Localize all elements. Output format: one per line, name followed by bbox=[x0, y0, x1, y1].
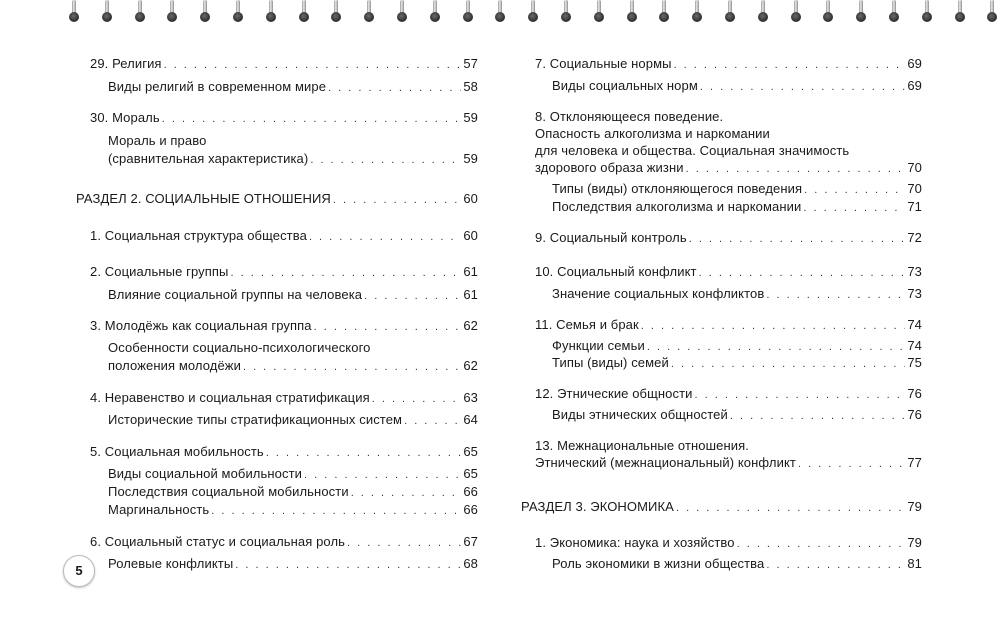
leader-dots bbox=[686, 161, 906, 178]
toc-entry-page: 79 bbox=[907, 499, 922, 514]
binding-ring bbox=[526, 0, 540, 26]
toc-section-heading[interactable] bbox=[76, 190, 478, 209]
toc-entry-page: 62 bbox=[463, 318, 478, 333]
leader-dots bbox=[266, 445, 462, 462]
toc-entry[interactable] bbox=[535, 454, 922, 473]
leader-dots bbox=[804, 182, 905, 199]
toc-entry-page: 61 bbox=[463, 287, 478, 302]
binding-ring bbox=[690, 0, 704, 26]
toc-entry-page: 71 bbox=[907, 199, 922, 214]
binding-ring bbox=[165, 0, 179, 26]
toc-entry-title: Ролевые конфликты bbox=[108, 556, 234, 571]
toc-entry-title: положения молодёжи bbox=[108, 358, 241, 373]
binding-ring bbox=[887, 0, 901, 26]
leader-dots bbox=[730, 408, 905, 425]
toc-entry-title: 3. Молодёжь как социальная группа bbox=[90, 318, 312, 333]
toc-entry-title: 10. Социальный конфликт bbox=[535, 264, 697, 279]
binding-ring bbox=[198, 0, 212, 26]
leader-dots bbox=[671, 356, 905, 373]
toc-entry-title: Функции семьи bbox=[552, 338, 645, 353]
toc-entry-title: 6. Социальный статус и социальная роль bbox=[90, 534, 346, 549]
toc-entry-title: Маргинальность bbox=[108, 502, 210, 517]
toc-entry-title: 4. Неравенство и социальная стратификация bbox=[90, 390, 370, 405]
leader-dots bbox=[310, 152, 461, 169]
toc-entry[interactable] bbox=[108, 465, 478, 484]
toc-entry-page: 61 bbox=[463, 264, 478, 279]
binding-ring bbox=[67, 0, 81, 26]
binding-ring bbox=[920, 0, 934, 26]
toc-entry[interactable] bbox=[108, 286, 478, 305]
binding-ring bbox=[821, 0, 835, 26]
toc-entry-title: здорового образа жизни bbox=[535, 160, 684, 175]
toc-entry-page: 69 bbox=[907, 56, 922, 71]
toc-entry-title: 2. Социальные группы bbox=[90, 264, 229, 279]
binding-ring bbox=[625, 0, 639, 26]
toc-entry-page: 59 bbox=[463, 151, 478, 166]
toc-entry-page: 57 bbox=[463, 56, 478, 71]
leader-dots bbox=[803, 200, 905, 217]
toc-entry[interactable] bbox=[535, 316, 922, 335]
toc-entry-page: 70 bbox=[907, 181, 922, 196]
binding-ring bbox=[329, 0, 343, 26]
toc-entry-page: 58 bbox=[463, 79, 478, 94]
binding-ring bbox=[756, 0, 770, 26]
toc-entry-title: РАЗДЕЛ 2. СОЦИАЛЬНЫЕ ОТНОШЕНИЯ bbox=[76, 191, 331, 206]
toc-entry[interactable] bbox=[90, 443, 478, 462]
leader-dots bbox=[676, 500, 905, 517]
leader-dots bbox=[766, 557, 905, 574]
binding-ring bbox=[854, 0, 868, 26]
binding-ring bbox=[133, 0, 147, 26]
toc-entry[interactable] bbox=[90, 109, 478, 128]
leader-dots bbox=[798, 456, 905, 473]
toc-entry[interactable] bbox=[108, 411, 478, 430]
leader-dots bbox=[372, 391, 462, 408]
binding-ring bbox=[100, 0, 114, 26]
toc-entry[interactable] bbox=[552, 77, 922, 96]
toc-entry[interactable] bbox=[90, 533, 478, 552]
toc-entry-title: 9. Социальный контроль bbox=[535, 230, 687, 245]
leader-dots bbox=[211, 503, 461, 520]
toc-entry-title: Этнический (межнациональный) конфликт bbox=[535, 455, 796, 470]
toc-entry-page: 69 bbox=[907, 78, 922, 93]
toc-entry[interactable] bbox=[90, 389, 478, 408]
toc-entry-page: 60 bbox=[463, 228, 478, 243]
binding-ring bbox=[362, 0, 376, 26]
binding-ring bbox=[985, 0, 999, 26]
binding-ring bbox=[559, 0, 573, 26]
toc-entry[interactable] bbox=[552, 354, 922, 373]
binding-ring bbox=[493, 0, 507, 26]
toc-entry-title: Виды этнических общностей bbox=[552, 407, 728, 422]
leader-dots bbox=[314, 319, 462, 336]
toc-entry-title: 1. Социальная структура общества bbox=[90, 228, 307, 243]
binding-ring bbox=[395, 0, 409, 26]
toc-entry-title: Типы (виды) отклоняющегося поведения bbox=[552, 181, 803, 196]
toc-entry-page: 63 bbox=[463, 390, 478, 405]
toc-entry-title: 29. Религия bbox=[90, 56, 162, 71]
toc-entry-page: 68 bbox=[463, 556, 478, 571]
binding-ring bbox=[231, 0, 245, 26]
toc-entry-title: 12. Этнические общности bbox=[535, 386, 693, 401]
leader-dots bbox=[364, 288, 461, 305]
spiral-binding bbox=[0, 0, 1000, 30]
leader-dots bbox=[737, 536, 906, 553]
toc-entry-page: 72 bbox=[907, 230, 922, 245]
toc-entry-title: РАЗДЕЛ 3. ЭКОНОМИКА bbox=[521, 499, 674, 514]
toc-entry-page: 65 bbox=[463, 444, 478, 459]
toc-entry-page: 73 bbox=[907, 286, 922, 301]
toc-section-heading[interactable] bbox=[521, 498, 922, 517]
binding-ring bbox=[723, 0, 737, 26]
toc-entry-page: 64 bbox=[463, 412, 478, 427]
toc-entry-title: 5. Социальная мобильность bbox=[90, 444, 264, 459]
leader-dots bbox=[309, 229, 461, 246]
toc-entry-title: 8. Отклоняющееся поведение. bbox=[535, 109, 724, 124]
toc-entry-title: Виды религий в современном мире bbox=[108, 79, 327, 94]
toc-entry[interactable] bbox=[552, 406, 922, 425]
leader-dots bbox=[235, 557, 461, 574]
toc-entry-title: Влияние социальной группы на человека bbox=[108, 287, 363, 302]
toc-entry[interactable] bbox=[108, 357, 478, 376]
binding-ring bbox=[428, 0, 442, 26]
toc-entry-title: Особенности социально-психологического bbox=[108, 340, 371, 355]
leader-dots bbox=[695, 387, 906, 404]
toc-entry[interactable] bbox=[535, 229, 922, 248]
toc-entry-title: Значение социальных конфликтов bbox=[552, 286, 765, 301]
toc-entry[interactable] bbox=[535, 385, 922, 404]
leader-dots bbox=[164, 57, 462, 74]
toc-entry-page: 79 bbox=[907, 535, 922, 550]
toc-entry-page: 66 bbox=[463, 502, 478, 517]
leader-dots bbox=[162, 111, 462, 128]
toc-entry-title: Роль экономики в жизни общества bbox=[552, 556, 765, 571]
binding-ring bbox=[297, 0, 311, 26]
toc-entry-page: 75 bbox=[907, 355, 922, 370]
toc-entry[interactable] bbox=[108, 78, 478, 97]
leader-dots bbox=[766, 287, 905, 304]
leader-dots bbox=[347, 535, 461, 552]
leader-dots bbox=[243, 359, 461, 376]
toc-entry-title: для человека и общества. Социальная значимость bbox=[535, 143, 850, 158]
toc-entry[interactable] bbox=[90, 263, 478, 282]
toc-entry[interactable] bbox=[552, 285, 922, 304]
toc-entry-title: Типы (виды) семей bbox=[552, 355, 669, 370]
toc-entry-page: 74 bbox=[907, 338, 922, 353]
toc-entry[interactable] bbox=[108, 483, 478, 502]
toc-entry[interactable] bbox=[90, 55, 478, 74]
page-number-badge: 5 bbox=[63, 555, 95, 587]
toc-entry-title: 30. Мораль bbox=[90, 110, 160, 125]
toc-entry[interactable] bbox=[535, 55, 922, 74]
toc-entry-page: 73 bbox=[907, 264, 922, 279]
leader-dots bbox=[304, 467, 461, 484]
leader-dots bbox=[689, 231, 906, 248]
toc-entry[interactable] bbox=[108, 150, 478, 169]
toc-entry-title: Исторические типы стратификационных систем bbox=[108, 412, 403, 427]
toc-entry-page: 76 bbox=[907, 386, 922, 401]
toc-entry[interactable] bbox=[108, 501, 478, 520]
toc-entry-page: 67 bbox=[463, 534, 478, 549]
leader-dots bbox=[700, 79, 905, 96]
leader-dots bbox=[230, 265, 461, 282]
toc-entry-page: 81 bbox=[907, 556, 922, 571]
leader-dots bbox=[699, 265, 906, 282]
binding-ring bbox=[789, 0, 803, 26]
toc-entry-page: 70 bbox=[907, 160, 922, 175]
toc-entry[interactable] bbox=[552, 555, 922, 574]
leader-dots bbox=[674, 57, 906, 74]
toc-entry[interactable] bbox=[535, 159, 922, 178]
toc-entry-title: 1. Экономика: наука и хозяйство bbox=[535, 535, 735, 550]
toc-entry-page: 76 bbox=[907, 407, 922, 422]
leader-dots bbox=[404, 413, 461, 430]
toc-entry-page: 59 bbox=[463, 110, 478, 125]
toc-entry-page: 77 bbox=[907, 455, 922, 470]
binding-ring bbox=[264, 0, 278, 26]
toc-entry-title: Последствия алкоголизма и наркомании bbox=[552, 199, 802, 214]
toc-entry-title: Опасность алкоголизма и наркомании bbox=[535, 126, 770, 141]
toc-entry-title: Виды социальных норм bbox=[552, 78, 698, 93]
toc-entry[interactable] bbox=[535, 263, 922, 282]
binding-ring bbox=[461, 0, 475, 26]
toc-entry-title: 13. Межнациональные отношения. bbox=[535, 438, 749, 453]
toc-entry-page: 74 bbox=[907, 317, 922, 332]
toc-entry-title: (сравнительная характеристика) bbox=[108, 151, 309, 166]
toc-entry-page: 65 bbox=[463, 466, 478, 481]
toc-entry-title: 7. Социальные нормы bbox=[535, 56, 672, 71]
toc-entry[interactable] bbox=[108, 555, 478, 574]
leader-dots bbox=[328, 80, 461, 97]
toc-entry-title: Виды социальной мобильности bbox=[108, 466, 302, 481]
binding-ring bbox=[592, 0, 606, 26]
toc-entry-title: Последствия социальной мобильности bbox=[108, 484, 349, 499]
toc-entry[interactable] bbox=[552, 198, 922, 217]
binding-ring bbox=[657, 0, 671, 26]
leader-dots bbox=[641, 318, 906, 335]
toc-entry-page: 62 bbox=[463, 358, 478, 373]
toc-entry-page: 60 bbox=[463, 191, 478, 206]
binding-ring bbox=[953, 0, 967, 26]
leader-dots bbox=[333, 192, 461, 209]
leader-dots bbox=[351, 485, 462, 502]
toc-entry[interactable] bbox=[535, 534, 922, 553]
toc-entry[interactable] bbox=[90, 317, 478, 336]
toc-entry[interactable] bbox=[90, 227, 478, 246]
toc-entry-title: Мораль и право bbox=[108, 133, 207, 148]
toc-entry-page: 66 bbox=[463, 484, 478, 499]
toc-entry[interactable] bbox=[552, 180, 922, 199]
toc-entry-title: 11. Семья и брак bbox=[535, 317, 639, 332]
